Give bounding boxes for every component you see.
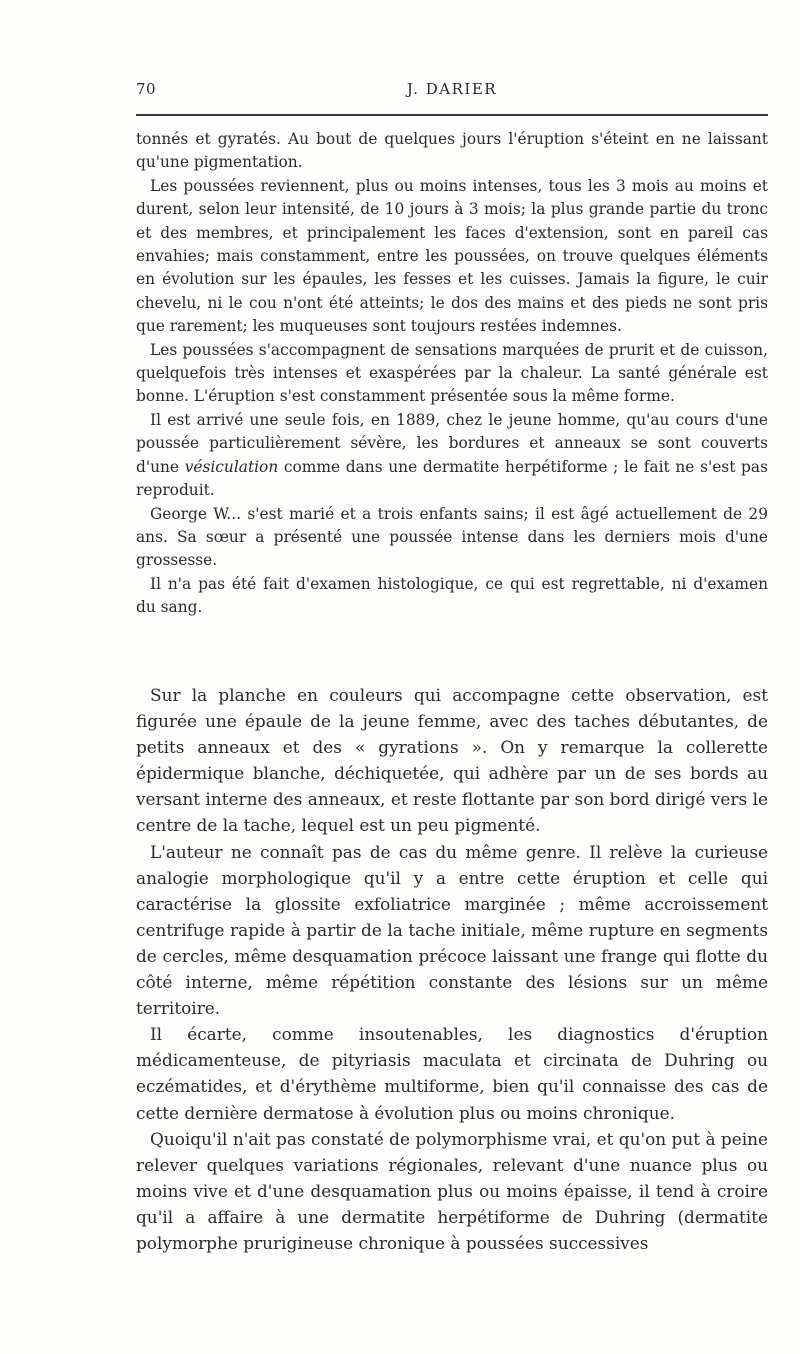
paragraph-text: comme dans une dermatite herpétiforme ; le fait ne s'est pas reproduit. [136, 457, 768, 500]
commentary-paragraph: Il écarte, comme insoutenables, les diagnostics d'éruption médicamenteuse, de pityriasis maculata et circinata de Duhring ou eczématides, et d'érythème multiforme, bien qu'il connaisse des cas de cette dernière dermatose à évolution plus ou moins chronique. [136, 1024, 768, 1123]
commentary-paragraph: L'auteur ne connaît pas de cas du même genre. Il relève la curieuse analogie morphologique qu'il y a entre cette éruption et celle qui caractérise la glossite exfoliatrice marginée ; même accroissement centrifuge rapide à partir de la tache initiale, même rupture en segments de cercles, même desquamation précoce laissant une frange qui flotte du côté interne, même répétition constante des lésions sur un même territoire. [136, 841, 768, 1019]
header-rule [136, 114, 768, 116]
commentary-paragraph: Sur la planche en couleurs qui accompagne cette observation, est figurée une épaule de la jeune femme, avec des taches débutantes, de petits anneaux et des « gyrations ». On y remarque la collerette épidermique blanche, déchiquetée, qui adhère par un de ses bords au versant interne des anneaux, et reste flottante par son bord dirigé vers le centre de la tache, lequel est un peu pigmenté. [136, 685, 768, 836]
observation-paragraph: Il n'a pas été fait d'examen histologique, ce qui est regrettable, ni d'examen du sang. [136, 574, 768, 617]
observation-paragraph: Les poussées reviennent, plus ou moins intenses, tous les 3 mois au moins et durent, selon leur intensité, de 10 jours à 3 mois; la plus grande partie du tronc et des membres, et principalement les faces d'extension, sont en pareil cas envahies; mais constamment, entre les poussées, on trouve quelques éléments en évolution sur les épaules, les fesses et les cuisses. Jamais la figure, le cuir chevelu, ni le cou n'ont été atteints; le dos des mains et des pieds ne sont pris que rarement; les muqueuses sont toujours restées indemnes. [136, 176, 768, 336]
observation-paragraph: George W... s'est marié et a trois enfants sains; il est âgé actuellement de 29 ans. Sa sœur a présenté une poussée intense dans les derniers mois d'une grossesse. [136, 504, 768, 570]
commentary-paragraph: Quoiqu'il n'ait pas constaté de polymorphisme vrai, et qu'on put à peine relever quelques variations régionales, relevant d'une nuance plus ou moins vive et d'une desquamation plus ou moins épaisse, il tend à croire qu'il a affaire à une dermatite herpétiforme de Duhring (dermatite polymorphe prurigineuse chronique à poussées successives [136, 1128, 768, 1253]
observation-paragraph: Les poussées s'accompagnent de sensations marquées de prurit et de cuisson, quelquefois très intenses et exaspérées par la chaleur. La santé générale est bonne. L'éruption s'est constamment présentée sous la même forme. [136, 340, 768, 406]
observation-text [136, 128, 768, 620]
italic-term: vésiculation [184, 457, 279, 476]
running-head-author: J. DARIER [406, 80, 498, 98]
page-number: 70 [136, 80, 157, 98]
commentary-text [136, 682, 768, 1256]
observation-paragraph: tonnés et gyratés. Au bout de quelques jours l'éruption s'éteint en ne laissant qu'une pigmentation. [136, 130, 768, 172]
running-head [136, 80, 768, 104]
paragraph-text: Il est arrivé une seule fois, en 1889, chez le jeune homme, qu'au cours d'une poussée particulièrement sévère, les bordures et anneaux se sont couverts d'une [136, 410, 768, 476]
observation-paragraph [136, 409, 768, 503]
